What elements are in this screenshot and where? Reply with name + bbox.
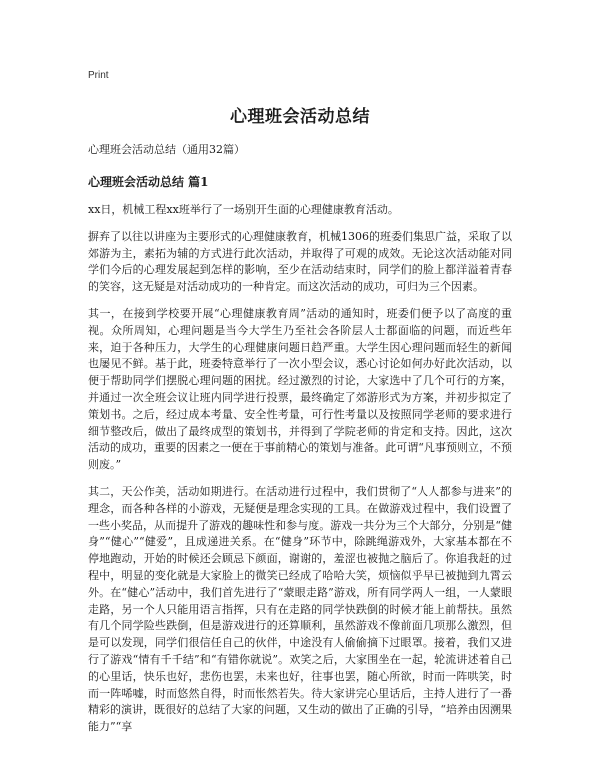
- paragraph-reason-two: 其二，天公作美，活动如期进行。在活动进行过程中，我们贯彻了“人人都参与进来”的理念，而各种各样的小游戏，无疑便是理念实现的工具。在做游戏过程中，我们设置了一些小奖品，从而提升了游戏的趣味性和参与度。游戏一共分为三个大部分，分别是“健身”“健心”“健爱”，且成递进关系。在“健身”环节中，除跳绳游戏外，大家基本都在不停地跑动，开始的时候还会顾忌下颜面，谢谢的，羞涩也被抛之脑后了。你追我赶的过程中，明显的变化就是大家脸上的微笑已经成了哈哈大笑，烦恼似乎早已被抛到九霄云外。在“健心”活动中，我们首先进行了“蒙眼走路”游戏，所有同学两人一组，一人蒙眼走路，另一个人只能用语言指挥，只有在走路的同学快跌倒的时候才能上前帮扶。虽然有几个同学险些跌倒，但是游戏进行的还算顺利，虽然游戏不像前面几项那么激烈，但是可以发现，同学们很信任自己的伙伴，中途没有人偷偷摘下过眼罩。接着，我们又进行了游戏“情有千千结”和“有错你就说”。欢笑之后，大家围坐在一起，轮流讲述着自己的心里话，快乐也好，悲伤也罢，未来也好，往事也罢，随心所欲，时而一阵哄笑，时而一阵唏嘘，时而悠然自得，时而怅然若失。待大家讲完心里话后，主持人进行了一番精彩的演讲，既很好的总结了大家的问题，又生动的做出了正确的引导，“培养由因溯果能力”“享: [88, 484, 512, 734]
- document-subtitle: 心理班会活动总结（通用32篇）: [88, 143, 245, 156]
- section-heading: 心理班会活动总结 篇1: [88, 175, 209, 189]
- paragraph-reason-one: 其一，在接到学校要开展“心理健康教育周”活动的通知时，班委们便予以了高度的重视。众所周知，心理问题是当今大学生乃至社会各阶层人士都面临的问题，而近些年来，迫于各种压力，大学生的心理健康问题日趋严重。大学生因心理问题而轻生的新闻也屡见不鲜。基于此，班委特意举行了一次小型会议，悉心讨论如何办好此次活动，以便于帮助同学们摆脱心理问题的困扰。经过激烈的讨论，大家选中了几个可行的方案，并通过一次全班会议让班内同学进行投票，最终确定了郊游形式为方案，并初步拟定了策划书。之后，经过成本考量、安全性考量，可行性考量以及按照同学老师的要求进行细节整改后，做出了最终成型的策划书，并得到了学院老师的肯定和支持。因此，这次活动的成功，重要的因素之一便在于事前精心的策划与准备。此可谓“凡事预则立，不预则废。”: [88, 306, 512, 472]
- print-label: Print: [88, 70, 109, 81]
- paragraph-overview: 摒弃了以往以讲座为主要形式的心理健康教育，机械1306的班委们集思广益，采取了以郊游为主，素拓为辅的方式进行此次活动，并取得了可观的成效。无论这次活动能对同学们今后的心理发展起到怎样的影响，至少在活动结束时，同学们的脸上都洋溢着青春的笑容，这无疑是对活动成功的一种肯定。而这次活动的成功，可归为三个因素。: [88, 229, 512, 294]
- paragraph-intro: xx日，机械工程xx班举行了一场别开生面的心理健康教育活动。: [88, 203, 399, 216]
- document-title: 心理班会活动总结: [230, 107, 370, 127]
